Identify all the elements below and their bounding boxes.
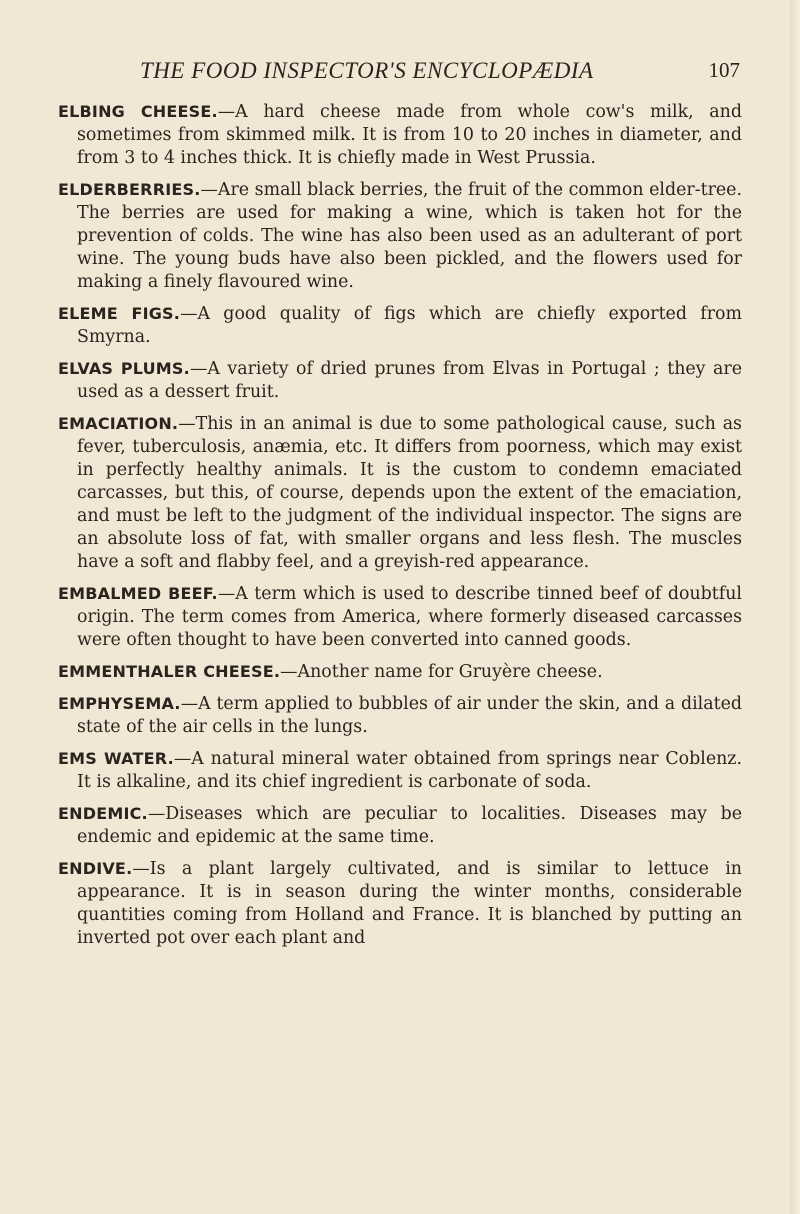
entry-term: EMPHYSEMA. bbox=[58, 694, 181, 713]
entry-emphysema bbox=[58, 692, 742, 739]
entry-endemic bbox=[58, 802, 742, 849]
entry-emaciation bbox=[58, 412, 742, 574]
entry-text: —A good quality of figs which are chiefly exported from Smyrna. bbox=[77, 304, 742, 347]
entry-elderberries bbox=[58, 178, 742, 294]
entry-embalmed-beef bbox=[58, 582, 742, 652]
entry-term: ELBING CHEESE. bbox=[58, 102, 218, 121]
page-header bbox=[140, 58, 740, 92]
entry-term: EMACIATION. bbox=[58, 414, 179, 433]
entry-eleme-figs bbox=[58, 302, 742, 349]
entry-term: ELVAS PLUMS. bbox=[58, 359, 190, 378]
entry-term: ELEME FIGS. bbox=[58, 304, 181, 323]
entry-term: ELDERBERRIES. bbox=[58, 180, 201, 199]
entry-elvas-plums bbox=[58, 357, 742, 404]
entry-text: —A term applied to bubbles of air under the skin, and a dilated state of the air cells in the lungs. bbox=[77, 694, 742, 737]
entry-ems-water bbox=[58, 747, 742, 794]
page-edge bbox=[790, 0, 800, 1214]
entry-elbing-cheese bbox=[58, 100, 742, 170]
entry-emmenthaler-cheese bbox=[58, 660, 742, 684]
entry-text: —A natural mineral water obtained from springs near Coblenz. It is alkaline, and its chief ingredient is carbonate of soda. bbox=[77, 749, 743, 792]
entry-text: —This in an animal is due to some pathological cause, such as fever, tuberculosis, anæmia, etc. It differs from poorness, which may exist in perfectly healthy animals. It is the custom to condemn emaciated carcasses, but this, of course, depends upon the extent of the emaciation, and must be left to the judgment of the individual inspector. The signs are an absolute loss of fat, with smaller organs and less flesh. The muscles have a soft and flabby feel, and a greyish-red appearance. bbox=[77, 414, 742, 572]
entry-term: EMS WATER. bbox=[58, 749, 174, 768]
entry-text: —A hard cheese made from whole cow's milk, and sometimes from skimmed milk. It is from 10 to 20 inches in diameter, and from 3 to 4 inches thick. It is chiefly made in West Prussia. bbox=[77, 102, 742, 168]
entry-text: —A variety of dried prunes from Elvas in Portugal ; they are used as a dessert fruit. bbox=[77, 359, 742, 402]
entry-text: —Another name for Gruyère cheese. bbox=[280, 662, 603, 682]
entry-text: —Diseases which are peculiar to localities. Diseases may be endemic and epidemic at the same time. bbox=[77, 804, 742, 847]
page-number: 107 bbox=[708, 58, 740, 82]
entry-text: —Is a plant largely cultivated, and is similar to lettuce in appearance. It is in season during the winter months, considerable quantities coming from Holland and France. It is blanched by putting an inverted pot over each plant and bbox=[77, 859, 742, 948]
entry-term: ENDEMIC. bbox=[58, 804, 148, 823]
entry-term: ENDIVE. bbox=[58, 859, 133, 878]
entry-endive bbox=[58, 857, 742, 950]
running-title: THE FOOD INSPECTOR'S ENCYCLOPÆDIA bbox=[140, 58, 594, 83]
entry-text: —A term which is used to describe tinned beef of doubtful origin. The term comes from America, where formerly diseased carcasses were often thought to have been converted into canned goods. bbox=[77, 584, 742, 650]
encyclopedia-entries bbox=[58, 100, 742, 958]
entry-text: —Are small black berries, the fruit of the common elder-tree. The berries are used for making a wine, which is taken hot for the prevention of colds. The wine has also been used as an adulterant of port wine. The young buds have also been pickled, and the flowers used for making a finely flavoured wine. bbox=[77, 180, 742, 292]
entry-term: EMBALMED BEEF. bbox=[58, 584, 218, 603]
entry-term: EMMENTHALER CHEESE. bbox=[58, 662, 281, 681]
